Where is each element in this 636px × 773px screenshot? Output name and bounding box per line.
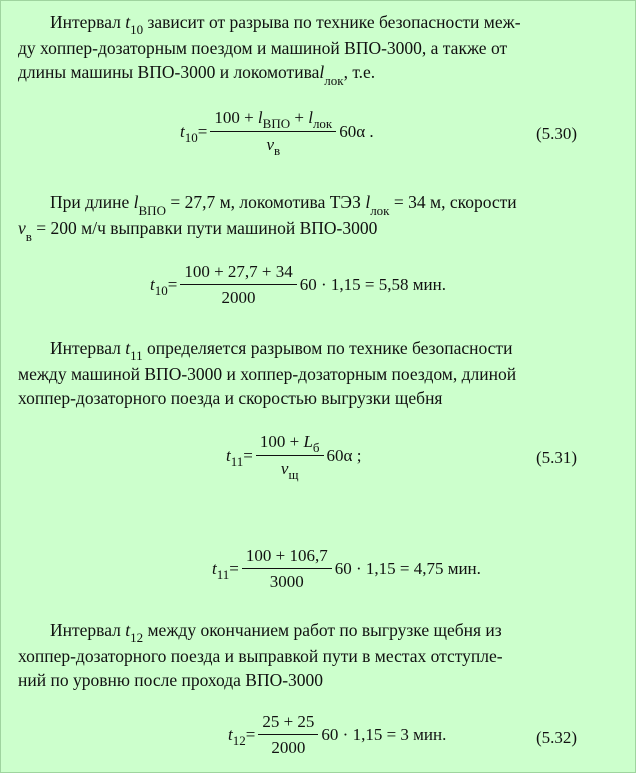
- fraction: $\frac{100 + 106,7}{3000}$: [242, 546, 332, 592]
- fraction: $\frac{25 + 25}{2000}$: [258, 712, 318, 758]
- equation-number-5-31: (5.31): [536, 448, 578, 467]
- fraction: $\frac{100 + L_б}{v_щ}$: [256, 432, 324, 480]
- fraction: $\frac{100 + 27,7 + 34}{2000}$: [180, 262, 296, 308]
- paragraph-interval-t10: Интервал $t_{10}$ зависит от разрыва по технике безопасности меж- ду хоппер-дозаторным поездом и машиной ВПО-3000, а также от длины машины ВПО-3000 и локомотиваl$_{лок}$, т.е.: [18, 12, 521, 88]
- equation-t10-calculation: t 10 = $\frac{100 + 27,7 + 34}{2000}$ 60 · 1,15 = 5,58 мин.: [150, 262, 446, 307]
- paragraph-given-values: При длине $l_{ВПО} = 27,7$ м, локомотива ТЭЗ $l_{лок} = 34$ м, скорости $v_в = 200$ м/ч выправки пути машиной ВПО-3000: [18, 192, 517, 244]
- equation-5-30: t 10 = $\frac{100 + l_{ВПО} + l_{лок}}{v_в}$ 60α .: [180, 108, 374, 158]
- equation-number-5-30: (5.30): [536, 124, 578, 143]
- equation-t11-calculation: t 11 = $\frac{100 + 106,7}{3000}$ 60 · 1,15 = 4,75 мин.: [212, 546, 481, 591]
- equation-number-5-32: (5.32): [536, 728, 578, 747]
- paragraph-interval-t12: Интервал $t_{12}$ между окончанием работ по выгрузке щебня из хоппер-дозаторного поезда и выправкой пути в местах отступле- ний по уровню после прохода ВПО-3000: [18, 620, 503, 690]
- fraction: $\frac{100 + l_{ВПО} + l_{лок}}{v_в}$: [210, 108, 336, 156]
- equation-5-31: t 11 = $\frac{100 + L_б}{v_щ}$ 60α ;: [226, 432, 362, 482]
- equation-5-32: t 12 = $\frac{25 + 25}{2000}$ 60 · 1,15 = 3 мин.: [228, 712, 447, 757]
- paragraph-interval-t11: Интервал $t_{11}$ определяется разрывом по технике безопасности между машиной ВПО-3000 и хоппер-дозаторным поездом, длиной хоппер-дозаторного поезда и скоростью выгрузки щебня: [18, 338, 517, 408]
